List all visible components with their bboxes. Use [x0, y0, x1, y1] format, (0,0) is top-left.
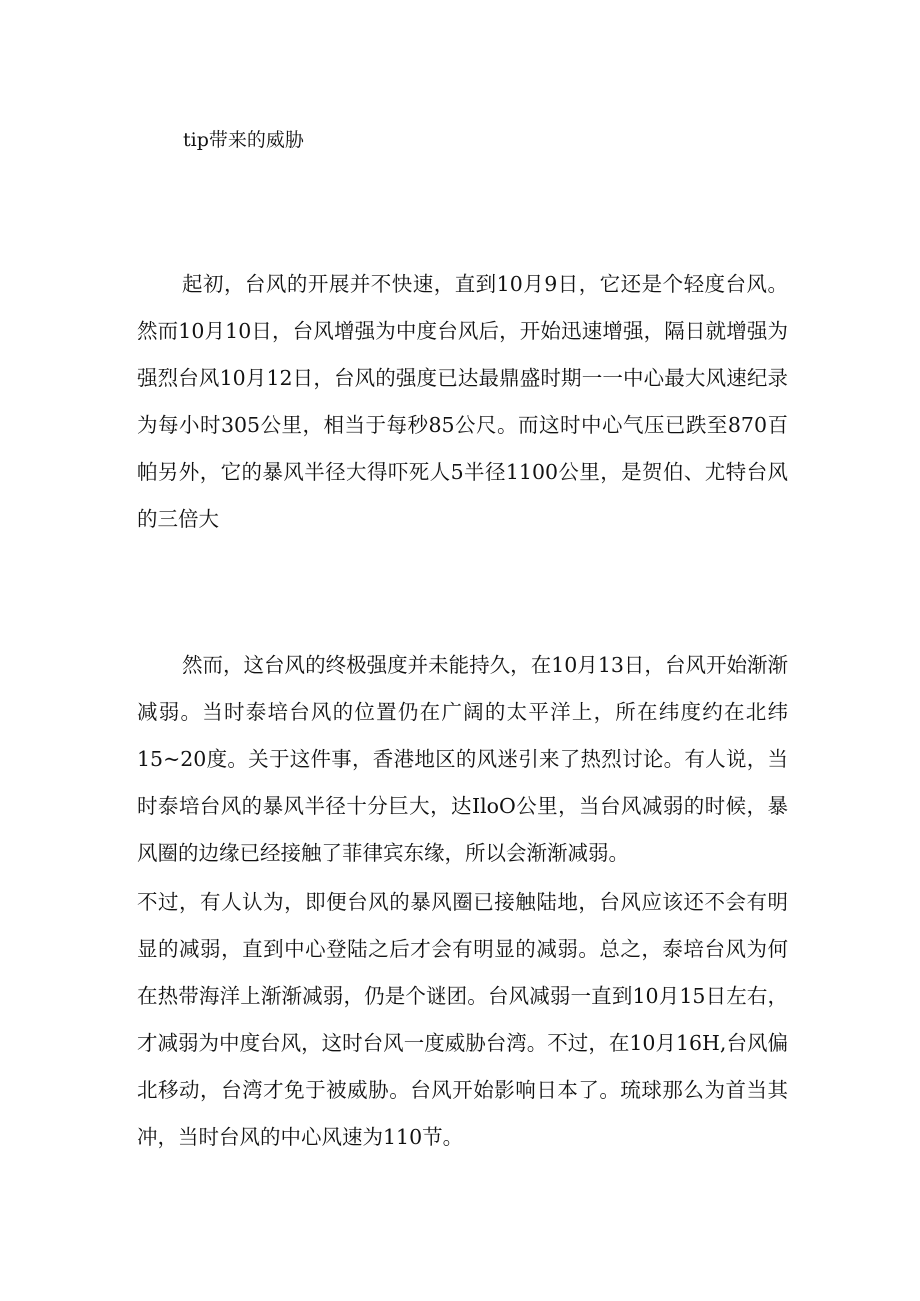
document-title: tip带来的威胁: [183, 129, 304, 151]
paragraph-1: 起初，台风的开展并不快速，直到10月9日，它还是个轻度台风。然而10月10日，台风增强为中度台风后，开始迅速增强，隔日就增强为强烈台风10月12日，台风的强度已达最鼎盛时期一一中心最大风速纪录为每小时305公里，相当于每秒85公尺。而这时中心气压已跌至870百帕另外，它的暴风半径大得吓死人5半径1100公里，是贺伯、尤特台风的三倍大: [137, 272, 788, 531]
paragraph-3: 不过，有人认为，即便台风的暴风圈已接触陆地，台风应该还不会有明显的减弱，直到中心登陆之后才会有明显的减弱。总之，泰培台风为何在热带海洋上渐渐减弱，仍是个谜团。台风减弱一直到10月15日左右，才减弱为中度台风，这时台风一度威胁台湾。不过，在10月16H,台风偏北移动，台湾才免于被威胁。台风开始影响日本了。琉球那么为首当其冲，当时台风的中心风速为110节。: [137, 890, 788, 1149]
paragraph-2: 然而，这台风的终极强度并未能持久，在10月13日，台风开始渐渐减弱。当时泰培台风的位置仍在广阔的太平洋上，所在纬度约在北纬15~20度。关于这件事，香港地区的风迷引来了热烈讨论。有人说，当时泰培台风的暴风半径十分巨大，达IloO公里，当台风减弱的时候，暴风圈的边缘已经接触了菲律宾东缘，所以会渐渐减弱。: [137, 653, 788, 865]
